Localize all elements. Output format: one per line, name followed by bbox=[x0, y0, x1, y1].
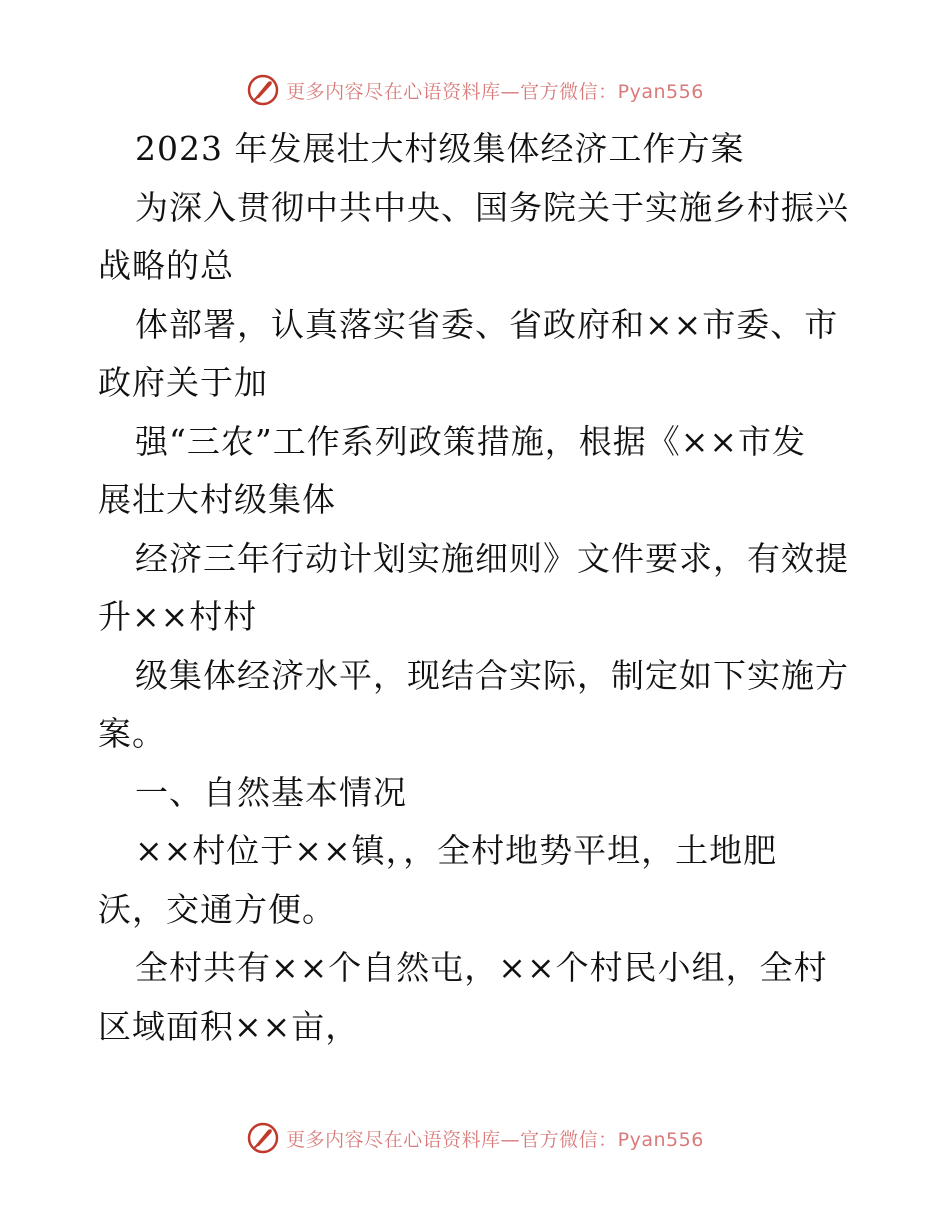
header-banner bbox=[0, 70, 950, 110]
feather-pen-logo-icon bbox=[246, 1121, 280, 1155]
paragraph-line: 沃，交通方便。 bbox=[98, 889, 336, 929]
document-body bbox=[98, 120, 858, 1056]
paragraph-line: 战略的总 bbox=[98, 246, 234, 285]
document-title: 2023 年发展壮大村级集体经济工作方案 bbox=[135, 129, 745, 168]
feather-pen-logo-icon bbox=[246, 73, 280, 107]
paragraph-line: 全村共有××个自然屯，××个村民小组，全村 bbox=[135, 948, 828, 987]
section-heading: 一、自然基本情况 bbox=[135, 772, 407, 812]
paragraph-line: 政府关于加 bbox=[98, 363, 268, 402]
paragraph-line: ××村位于××镇，，全村地势平坦，土地肥 bbox=[135, 831, 778, 870]
paragraph-line: 经济三年行动计划实施细则》文件要求，有效提 bbox=[135, 538, 849, 578]
paragraph-line: 为深入贯彻中共中央、国务院关于实施乡村振兴 bbox=[135, 187, 849, 227]
paragraph-line: 升××村村 bbox=[98, 597, 258, 636]
paragraph-line: 体部署，认真落实省委、省政府和××市委、市 bbox=[135, 304, 839, 344]
header-banner-text: 更多内容尽在心语资料库—官方微信：Pyan556 bbox=[286, 80, 704, 103]
paragraph-line: 强“三农”工作系列政策措施，根据《××市发 bbox=[135, 421, 807, 461]
paragraph-line: 区域面积××亩， bbox=[98, 1006, 360, 1046]
footer-banner bbox=[0, 1118, 950, 1158]
paragraph-line: 案。 bbox=[98, 714, 166, 753]
footer-banner-text: 更多内容尽在心语资料库—官方微信：Pyan556 bbox=[286, 1128, 704, 1151]
paragraph-line: 展壮大村级集体 bbox=[98, 480, 336, 519]
paragraph-line: 级集体经济水平，现结合实际，制定如下实施方 bbox=[135, 655, 849, 695]
